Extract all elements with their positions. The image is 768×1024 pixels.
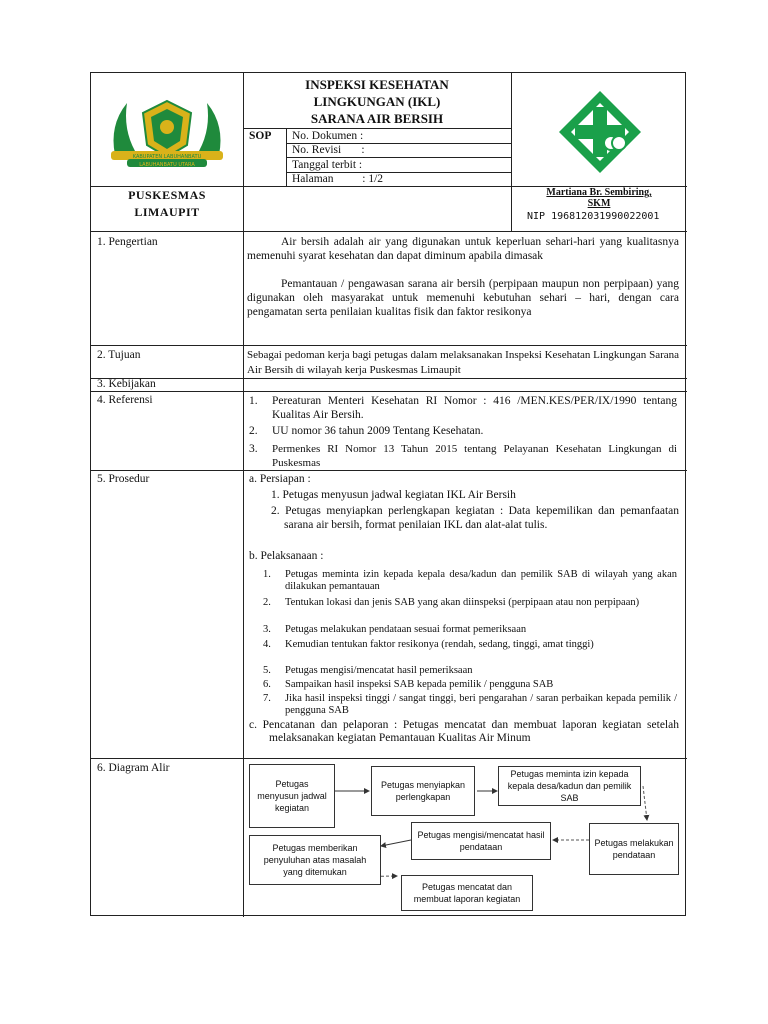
section-label-tujuan: 2. Tujuan xyxy=(97,349,141,361)
field-no-revisi: No. Revisi : xyxy=(292,144,365,156)
arrow-5-to-6 xyxy=(381,840,411,846)
pelaksanaan-item-4: Kemudian tentukan faktor resikonya (rendah, sedang, tinggi, amat tinggi) xyxy=(285,639,594,650)
pelaksanaan-num-2: 2. xyxy=(263,597,271,608)
pelaksanaan-item-7: Jika hasil inspeksi tinggi / sangat tinggi, beri pengarahan / saran perbaikan kepada pemilik / pengguna SAB xyxy=(285,693,677,716)
flow-box-5: Petugas mengisi/mencatat hasil pendataan xyxy=(411,822,551,860)
sop-label: SOP xyxy=(249,130,272,142)
flow-box-3: Petugas meminta izin kepada kepala desa/kadun dan pemilik SAB xyxy=(498,766,641,806)
flow-box-1: Petugas menyusun jadwal kegiatan xyxy=(249,764,335,828)
pelaksanaan-num-6: 6. xyxy=(263,679,271,690)
regency-emblem-logo xyxy=(105,95,229,171)
rule-org-bottom xyxy=(91,231,687,232)
prosedur-a-item-1: 1. Petugas menyusun jadwal kegiatan IKL Air Bersih xyxy=(271,489,516,501)
flow-box-6: Petugas memberikan penyuluhan atas masalah yang ditemukan xyxy=(249,835,381,885)
emblem-banner-text: KABUPATEN LABUHANBATU xyxy=(132,154,202,160)
prosedur-c-text: c. Pencatanan dan pelaporan : Petugas mencatat dan membuat laporan kegiatan setelah melaksanakan kegiatan Pemantauan Kualitas Air Minum xyxy=(249,719,679,744)
tujuan-text: Sebagai pedoman kerja bagi petugas dalam melaksanakan Inspeksi Kesehatan Lingkungan Sarana Air Bersih di wilayah kerja Puskesmas Limaupit xyxy=(247,349,679,376)
rule-kebijakan-bottom xyxy=(91,391,687,392)
prosedur-a-item-2: 2. Petugas menyiapkan perlengkapan kegiatan : Data kepemilikan dan pemanfaatan sarana air bersih, format penilaian IKL dan alat-alat tulis. xyxy=(271,505,679,531)
pelaksanaan-num-4: 4. xyxy=(263,639,271,650)
referensi-item-3: Permenkes RI Nomor 13 Tahun 2015 tentang Pelayanan Kesehatan Lingkungan di Puskesmas xyxy=(272,443,677,469)
pelaksanaan-num-3: 3. xyxy=(263,624,271,635)
rule-pengertian-bottom xyxy=(91,345,687,346)
referensi-num-2: 2. xyxy=(249,425,258,437)
title-line-2: LINGKUNGAN (IKL) xyxy=(313,94,441,109)
prosedur-a-label: a. Persiapan : xyxy=(249,473,311,485)
rule-sop-col xyxy=(286,128,287,186)
rule-tujuan-bottom xyxy=(91,378,687,379)
emblem-ribbon-text: LABUHANBATU UTARA xyxy=(139,162,195,168)
org-name-1: PUSKESMAS xyxy=(128,188,206,202)
title-line-3: SARANA AIR BERSIH xyxy=(310,111,444,126)
pelaksanaan-item-6: Sampaikan hasil inspeksi SAB kepada pemilik / pengguna SAB xyxy=(285,679,554,690)
section-label-pengertian: 1. Pengertian xyxy=(97,236,158,248)
section-label-diagram: 6. Diagram Alir xyxy=(97,762,170,774)
section-label-referensi: 4. Referensi xyxy=(97,394,153,406)
signer-name: Martiana Br. Sembiring, xyxy=(546,187,652,198)
prosedur-b-label: b. Pelaksanaan : xyxy=(249,550,324,562)
referensi-item-2: UU nomor 36 tahun 2009 Tentang Kesehatan. xyxy=(272,425,484,437)
puskesmas-logo xyxy=(555,87,645,177)
signer-title: SKM xyxy=(587,198,611,209)
signer-nip: NIP 196812031990022001 xyxy=(527,211,660,222)
arrow-3-to-4 xyxy=(643,786,647,820)
rule-sop-top xyxy=(243,128,511,129)
pelaksanaan-num-7: 7. xyxy=(263,693,271,704)
pelaksanaan-item-2: Tentukan lokasi dan jenis SAB yang akan diinspeksi (perpipaan atau non perpipaan) xyxy=(285,597,640,608)
section-label-kebijakan: 3. Kebijakan xyxy=(97,378,156,390)
section-label-prosedur: 5. Prosedur xyxy=(97,473,150,485)
field-halaman: Halaman : 1/2 xyxy=(292,173,384,185)
rule-referensi-bottom xyxy=(91,470,687,471)
pelaksanaan-num-5: 5. xyxy=(263,665,271,676)
pengertian-paragraph-2: Pemantauan / pengawasan sarana air bersih (perpipaan maupun non perpipaan) yang digunakan oleh masyarakat untuk memenuhi kebutuhan sehari – hari, dengan cara pengamatan serta penilaian kualitas fisik dan faktor resikonya xyxy=(247,278,679,318)
flow-box-4: Petugas melakukan pendataan xyxy=(589,823,679,875)
pelaksanaan-item-1: Petugas meminta izin kepada kepala desa/kadun dan pemilik SAB di wilayah yang akan dilakukan pemantauan xyxy=(285,569,677,592)
pelaksanaan-item-5: Petugas mengisi/mencatat hasil pemeriksaan xyxy=(285,665,473,676)
referensi-item-1: Pereaturan Menteri Kesehatan RI Nomor : 416 /MEN.KES/PER/IX/1990 tentang Kualitas Air Bersih. xyxy=(272,395,677,421)
org-name-2: LIMAUPIT xyxy=(134,205,200,219)
referensi-num-3: 3. xyxy=(249,443,258,455)
sop-document xyxy=(90,72,686,916)
field-no-dokumen: No. Dokumen : xyxy=(292,130,364,142)
flow-box-7: Petugas mencatat dan membuat laporan kegiatan xyxy=(401,875,533,911)
flow-box-2: Petugas menyiapkan perlengkapan xyxy=(371,766,475,816)
pelaksanaan-num-1: 1. xyxy=(263,569,271,580)
referensi-num-1: 1. xyxy=(249,395,258,407)
title-line-1: INSPEKSI KESEHATAN xyxy=(305,77,449,92)
field-tanggal-terbit: Tanggal terbit : xyxy=(292,159,363,171)
pengertian-paragraph-1: Air bersih adalah air yang digunakan untuk keperluan sehari-hari yang kualitasnya memenuhi syarat kesehatan dan dapat diminum apabila dimasak xyxy=(247,236,679,262)
pelaksanaan-item-3: Petugas melakukan pendataan sesuai format pemeriksaan xyxy=(285,624,527,635)
